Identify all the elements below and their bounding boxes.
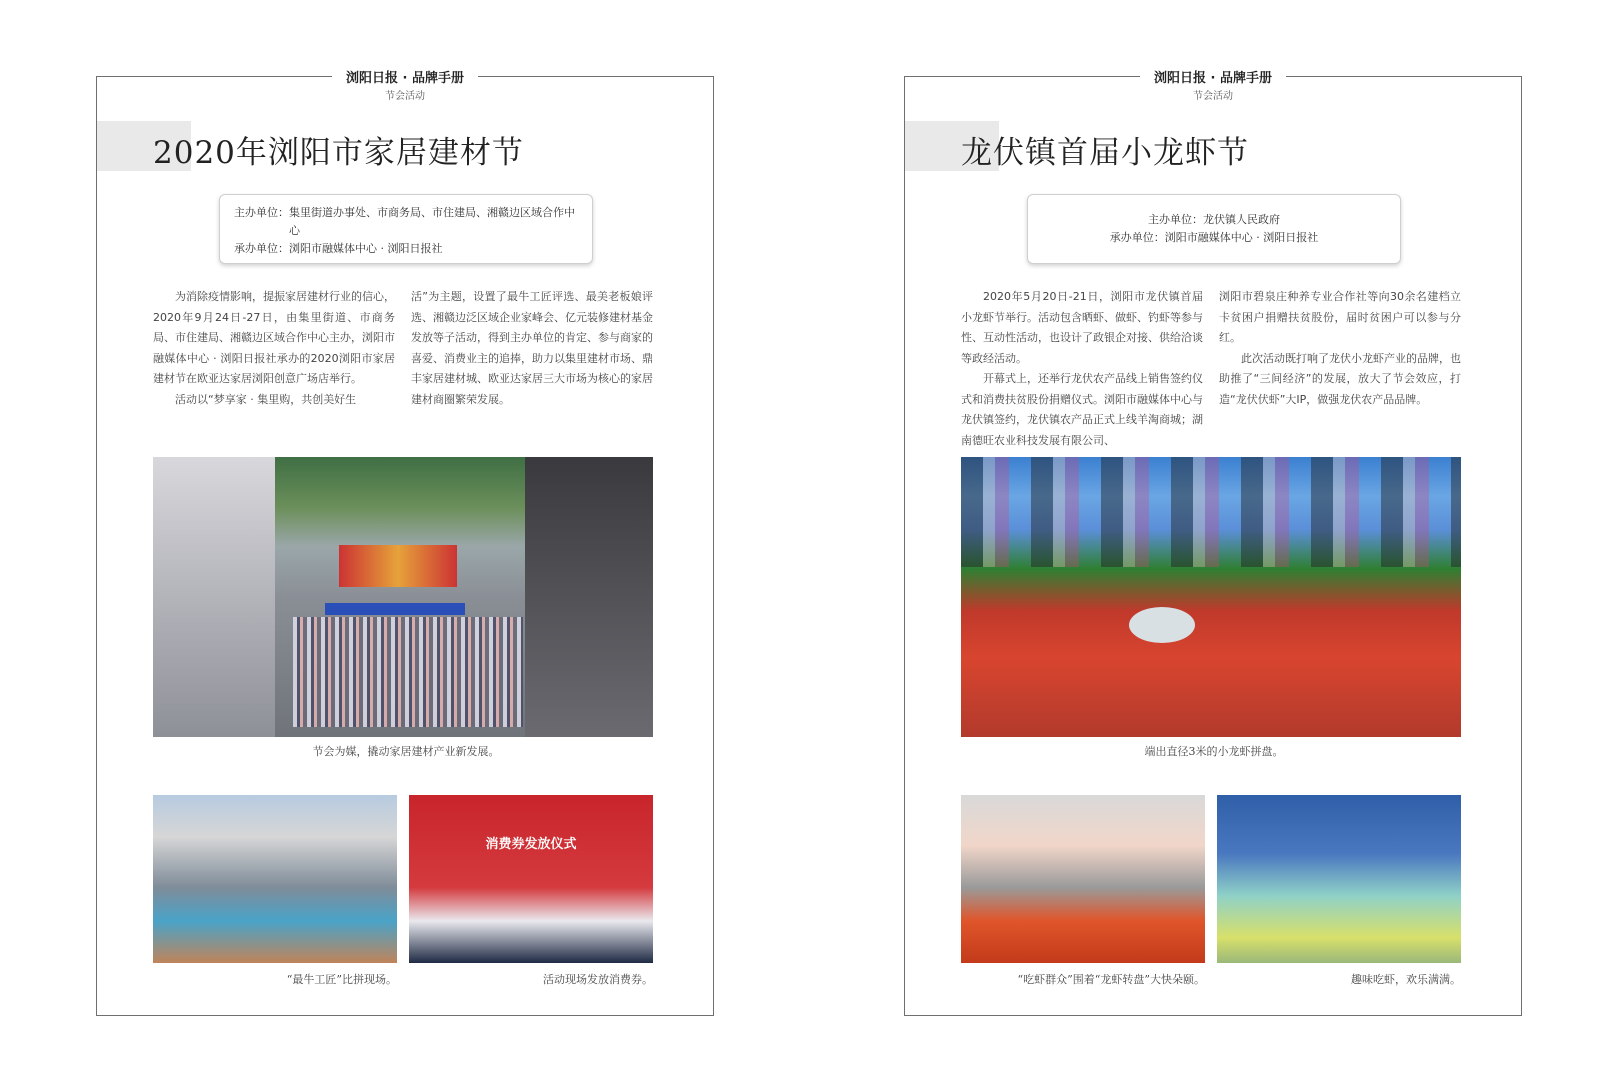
main-photo-caption: 节会为媒，撬动家居建材产业新发展。 [312,745,500,758]
stage-backdrop [339,545,457,587]
crayfish-platter-photo [961,457,1461,737]
organizer-label: 主办单位： [234,206,289,219]
organizer-row [234,240,578,258]
organizer-label: 主办单位： [1148,213,1203,226]
text-column [411,287,653,410]
ceremony-sign: 消费券发放仪式 [485,837,577,852]
center-plate [1129,607,1195,643]
section-label: 节会活动 [385,91,425,102]
text-column [961,287,1203,451]
voucher-ceremony-photo [409,795,653,963]
paragraph: 浏阳市碧泉庄种养专业合作社等向30余名建档立卡贫困户捐赠扶贫股份，届时贫困户可以参与分红。 [1219,290,1461,344]
main-photo-caption: 端出直径3米的小龙虾拼盘。 [1144,745,1284,758]
photo-caption: “吃虾群众”围着“龙虾转盘”大快朵颐。 [1017,973,1205,986]
crayfish-eating-photo [961,795,1205,963]
paragraph: 此次活动既打响了龙伏小龙虾产业的品牌，也助推了“三间经济”的发展，放大了节会效应，打造“龙伏伏虾”大IP，做强龙伏农产品品牌。 [1219,351,1461,406]
building-left [153,457,275,737]
brand-label: 浏阳日报 · 品牌手册 [1140,69,1286,89]
text-column [153,287,395,410]
brand-label: 浏阳日报 · 品牌手册 [332,69,478,89]
paragraph: 2020年5月20日-21日，浏阳市龙伏镇首届小龙虾节举行。活动包含晒虾、做虾、钓虾等参与性、互动性活动，也设计了政银企对接、供给洽谈等政经活动。 [961,290,1203,365]
page-header [905,67,1521,102]
stage-banner [325,603,465,615]
organizer-box [1027,194,1401,264]
article-body [153,287,653,410]
article-body [961,287,1461,451]
main-photo [153,457,653,737]
organizer-box [219,194,593,264]
page-left [96,71,714,1016]
page-header [97,67,713,102]
building-right [525,457,653,737]
organizer-row [234,204,578,240]
page-right [904,71,1522,1016]
crowd-people [961,457,1461,567]
fun-eating-photo [1217,795,1461,963]
organizer-label: 承办单位： [234,242,289,255]
paragraph: 活动以“梦享家 · 集里购，共创美好生 [175,392,357,406]
text-column [1219,287,1461,451]
organizer-value: 龙伏镇人民政府 [1203,213,1280,226]
organizer-label: 承办单位： [1109,231,1165,244]
page-title: 2020年浏阳市家居建材节 [153,135,524,171]
audience-crowd [293,617,523,727]
paragraph: 为消除疫情影响，提振家居建材行业的信心，2020年9月24日-27日，由集里街道、市商务局、市住建局、湘赣边区域合作中心主办，浏阳市融媒体中心 · 浏阳日报社承办的2020浏阳市家居建材节在欧亚达家居浏阳创意广场店举行。 [153,290,395,385]
photo-caption: 趣味吃虾，欢乐满满。 [1351,973,1461,986]
organizer-row [1042,211,1386,229]
photo-caption: 活动现场发放消费券。 [543,973,653,986]
photo-caption: “最牛工匠”比拼现场。 [286,973,397,986]
organizer-row [1042,229,1386,247]
organizer-value: 浏阳市融媒体中心 · 浏阳日报社 [289,242,443,255]
craftsman-competition-photo [153,795,397,963]
page-title: 龙伏镇首届小龙虾节 [961,135,1249,171]
paragraph: 活”为主题，设置了最牛工匠评选、最美老板娘评选、湘赣边泛区域企业家峰会、亿元装修建材基金发放等子活动，得到主办单位的肯定、参与商家的喜爱、消费业主的追捧，助力以集里建材市场、鼎丰家居建材城、欧亚达家居三大市场为核心的家居建材商圈繁荣发展。 [411,290,653,406]
organizer-value: 浏阳市融媒体中心 · 浏阳日报社 [1164,231,1319,244]
paragraph: 开幕式上，还举行龙伏农产品线上销售签约仪式和消费扶贫股份捐赠仪式。浏阳市融媒体中心与龙伏镇签约，龙伏镇农产品正式上线羊淘商城；湖南德旺农业科技发展有限公司、 [961,372,1203,447]
organizer-value: 集里街道办事处、市商务局、市住建局、湘赣边区域合作中心 [289,206,575,237]
section-label: 节会活动 [1193,91,1233,102]
